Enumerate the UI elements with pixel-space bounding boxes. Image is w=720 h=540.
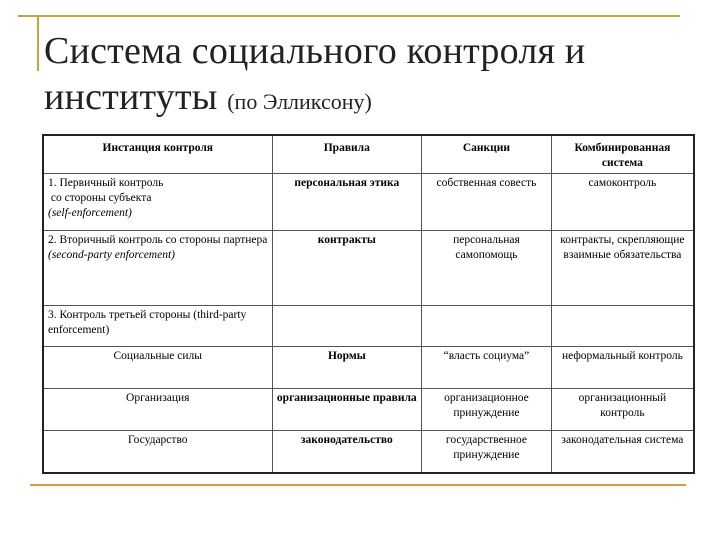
header-instance: Инстанция контроля [43, 135, 272, 174]
sanctions-cell: собственная совесть [422, 174, 552, 231]
header-combined: Комбинированная система [551, 135, 694, 174]
row-instance-cell [43, 174, 272, 231]
table-row [43, 389, 694, 431]
title-line-1: Система социального контроля и [44, 30, 586, 72]
combined-cell: законодательная система [551, 431, 694, 474]
combined-cell: неформальный контроль [551, 347, 694, 389]
table-row [43, 174, 694, 231]
rules-cell: законодательство [272, 431, 422, 474]
header-sanctions: Санкции [422, 135, 552, 174]
table-row [43, 347, 694, 389]
combined-cell: контракты, скрепляющие взаимные обязательства [551, 231, 694, 306]
instance-text: 2. Вторичный контроль со стороны партнера [48, 234, 268, 246]
table-row [43, 431, 694, 474]
rules-cell: организационные правила [272, 389, 422, 431]
sanctions-cell: “власть социума” [422, 347, 552, 389]
row-instance-cell: 3. Контроль третьей стороны (third-party enforcement) [43, 306, 272, 347]
sanctions-cell: персональная самопомощь [422, 231, 552, 306]
decorative-top-line [18, 15, 680, 17]
table-row [43, 306, 694, 347]
combined-cell-empty [551, 306, 694, 347]
title-line-2: институты [44, 76, 218, 118]
combined-cell: самоконтроль [551, 174, 694, 231]
sanctions-cell: организационное принуждение [422, 389, 552, 431]
decorative-vertical-line [37, 15, 39, 71]
slide-title [44, 28, 585, 125]
instance-text: со стороны субъекта [48, 192, 152, 204]
row-instance-cell: Государство [43, 431, 272, 474]
combined-cell: организационный контроль [551, 389, 694, 431]
rules-cell-empty [272, 306, 422, 347]
row-instance-cell [43, 231, 272, 306]
control-table [42, 134, 695, 474]
title-subtitle: (по Элликсону) [227, 89, 372, 114]
decorative-bottom-line [30, 484, 686, 486]
instance-text: 1. Первичный контроль [48, 177, 164, 189]
sanctions-cell-empty [422, 306, 552, 347]
rules-cell: персональная этика [272, 174, 422, 231]
header-rules: Правила [272, 135, 422, 174]
rules-cell: контракты [272, 231, 422, 306]
instance-english: (self-enforcement) [48, 207, 132, 219]
rules-cell: Нормы [272, 347, 422, 389]
row-instance-cell: Социальные силы [43, 347, 272, 389]
table-row [43, 231, 694, 306]
sanctions-cell: государственное принуждение [422, 431, 552, 474]
row-instance-cell: Организация [43, 389, 272, 431]
table-header-row [43, 135, 694, 174]
instance-english: (second-party enforcement) [48, 249, 175, 261]
